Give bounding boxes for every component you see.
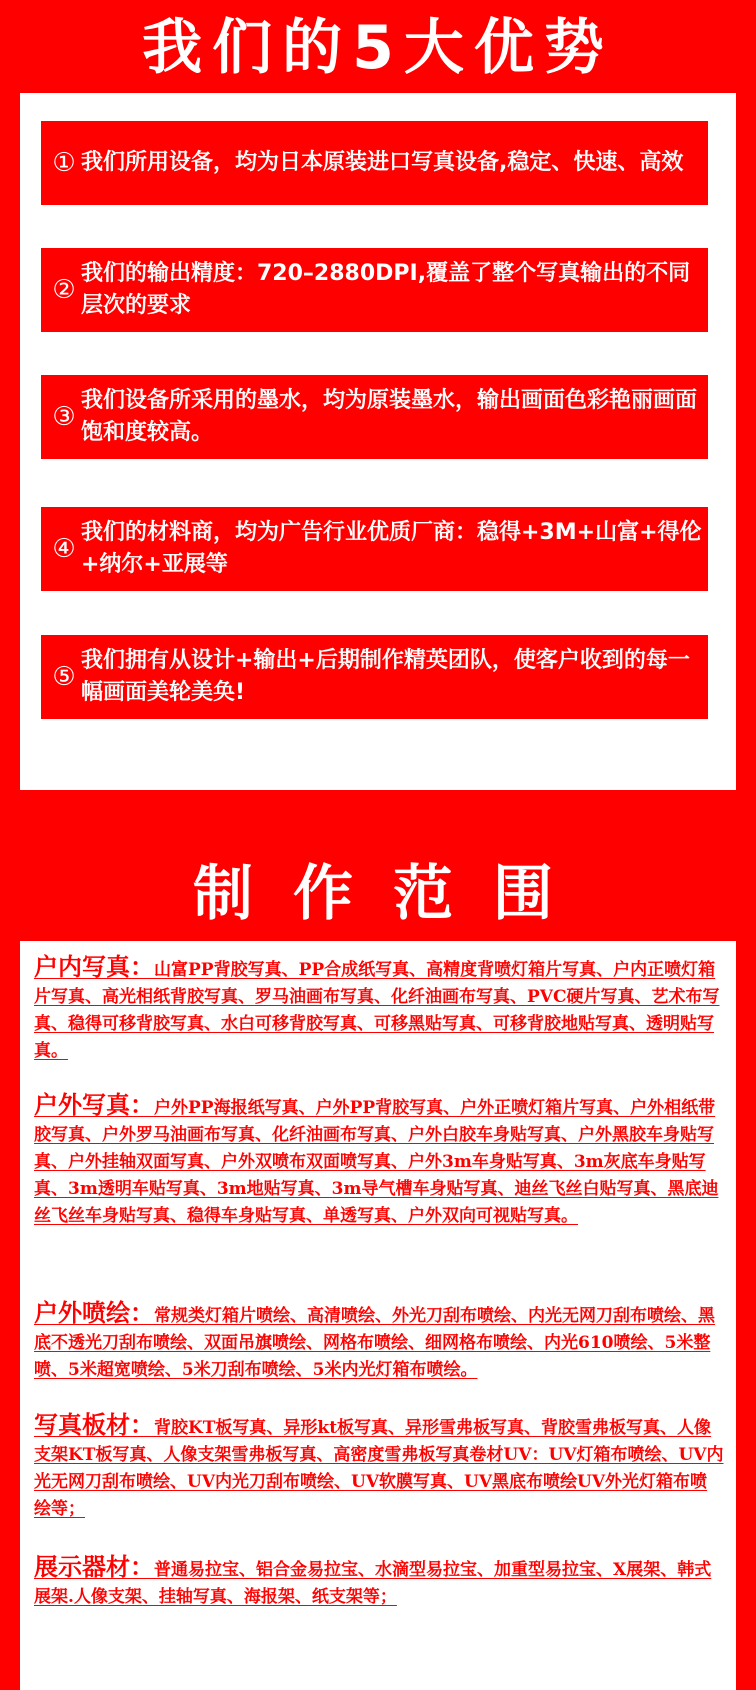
advantage-number: ② <box>52 275 76 305</box>
scope-title: 制作范围 <box>193 859 593 929</box>
advantage-item-4 <box>41 507 708 591</box>
scope-text: 户外PP海报纸写真、户外PP背胶写真、户外正喷灯箱片写真、户外相纸带胶写真、户外罗马油画布写真、化纤油画布写真、户外白胶车身贴写真、户外黑胶车身贴写真、户外挂轴双面写真、户外双喷布双面喷写真、户外3m车身贴写真、3m灰底车身贴写真、3m透明车贴写真、3m地贴写真、3m导气槽车身贴写真、迪丝飞丝白贴写真、黑底迪丝飞丝车身贴写真、稳得车身贴写真、单透写真、户外双向可视贴写真。 <box>34 1098 719 1226</box>
scope-text: 普通易拉宝、铝合金易拉宝、水滴型易拉宝、加重型易拉宝、X展架、韩式展架.人像支架、挂轴写真、海报架、纸支架等； <box>34 1560 712 1607</box>
advantages-panel <box>20 93 736 790</box>
scope-text: 山富PP背胶写真、PP合成纸写真、高精度背喷灯箱片写真、户内正喷灯箱片写真、高光相纸背胶写真、罗马油画布写真、化纤油画布写真、PVC硬片写真、艺术布写真、稳得可移背胶写真、水白可移背胶写真、可移黑贴写真、可移背胶地贴写真、透明贴写真。 <box>34 960 720 1061</box>
scope-item-photo-board <box>34 1411 724 1523</box>
scope-label: 户外写真： <box>34 1090 154 1119</box>
scope-panel <box>20 941 736 1690</box>
scope-label: 户内写真： <box>34 952 154 981</box>
advantage-text: 我们所用设备，均为日本原装进口写真设备,稳定、快速、高效 <box>81 150 684 175</box>
advantage-number: ④ <box>52 534 76 564</box>
advantages-title: 我们的5大优势 <box>142 13 614 83</box>
advantage-text: 我们的材料商，均为广告行业优质厂商：稳得+3M+山富+得伦+纳尔+亚展等 <box>81 520 702 577</box>
scope-label: 户外喷绘： <box>34 1298 154 1327</box>
advantage-text: 我们拥有从设计+输出+后期制作精英团队，使客户收到的每一幅画面美轮美奂! <box>81 648 690 705</box>
advantage-number: ① <box>52 148 76 178</box>
advantage-item-3 <box>41 375 708 459</box>
advantage-number: ⑤ <box>52 662 76 692</box>
advantage-number: ③ <box>52 402 76 432</box>
scope-item-outdoor-inkjet <box>34 1299 724 1384</box>
scope-label: 写真板材： <box>34 1410 154 1439</box>
advantage-item-5 <box>41 635 708 719</box>
scope-item-display-equipment <box>34 1553 724 1611</box>
scope-text: 常规类灯箱片喷绘、高清喷绘、外光刀刮布喷绘、内光无网刀刮布喷绘、黑底不透光刀刮布喷绘、双面吊旗喷绘、网格布喷绘、细网格布喷绘、内光610喷绘、5米整喷、5米超宽喷绘、5米刀刮布喷绘、5米内光灯箱布喷绘。 <box>34 1306 715 1380</box>
advantage-text: 我们设备所采用的墨水，均为原装墨水，输出画面色彩艳丽画面饱和度较高。 <box>81 388 698 445</box>
advantage-item-2 <box>41 248 708 332</box>
advantage-item-1 <box>41 121 708 205</box>
advantage-text: 我们的输出精度：720–2880DPI,覆盖了整个写真输出的不同层次的要求 <box>81 261 691 318</box>
scope-label: 展示器材： <box>34 1552 154 1581</box>
scope-text: 背胶KT板写真、异形kt板写真、异形雪弗板写真、背胶雪弗板写真、人像支架KT板写真、人像支架雪弗板写真、高密度雪弗板写真卷材UV：UV灯箱布喷绘、UV内光无网刀刮布喷绘、UV内光刀刮布喷绘、UV软膜写真、UV黑底布喷绘UV外光灯箱布喷绘等； <box>34 1418 724 1519</box>
scope-item-outdoor-photo <box>34 1091 724 1230</box>
scope-item-indoor-photo <box>34 953 724 1065</box>
